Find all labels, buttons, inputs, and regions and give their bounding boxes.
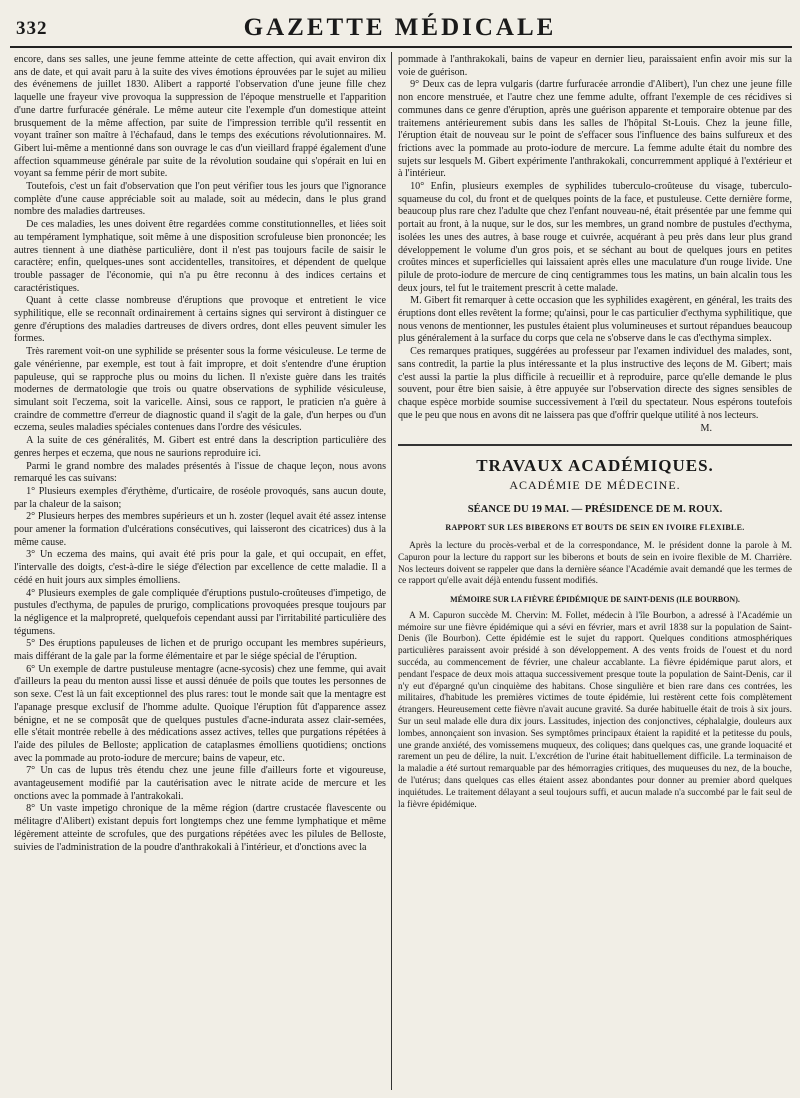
section-subtitle: ACADÉMIE DE MÉDECINE. [509,477,681,492]
paragraph: Quant à cette classe nombreuse d'éruptions que provoque et entretient le vice syphilitique, elle se reconnaît ordinairement à certains signes qui serviront à distinguer ce genre d'éruptions des maladies dartreuses de divers ordres, dont elles peuvent simuler les formes. [14,295,386,345]
list-item: 7° Un cas de lupus très étendu chez une jeune fille d'ailleurs forte et vigoureuse, avantageusement modifié par la cautérisation avec le nitrate acide de mercure et les onctions avec la pommade à l'antrakokali. [14,765,386,802]
paragraph: pommade à l'anthrakokali, bains de vapeur en dernier lieu, paraissaient enfin avoir mis sur la voie de guérison. [398,54,792,78]
memoire-text: A M. Capuron succède M. Chervin: M. Follet, médecin à l'île Bourbon, a adressé à l'Académie un mémoire sur une fièvre épidémique qui a sévi en février, mars et avril 1838 sur la population de Saint-Denis (île Bourbon). Cette épidémie est le sujet du rapport. Quelques conditions atmosphériques particulières paraissent avoir présidé à son développement. A des vents froids de l'ouest et du nord succéda, au commencement de février, une chaleur accablante. La fièvre épidémique parut alors, et pendant l'espace de deux mois attaqua successivement presque toute la population de Saint-Denis, car il n'y eut d'épargné qu'un cinquième des habitans. Chose singulière et bien rare dans ces contrées, les militaires, d'habitude les premières victimes de toute épidémie, lui restèrent cette fois complètement étrangers. Heureusement cette fièvre n'avait aucune gravité. Sa durée habituelle était de trois à six jours. Sur un seul malade elle dura dix jours. Lassitudes, injection des conjonctives, céphalalgie, douleurs aux lombes, annonçaient son invasion. Ses symptômes principaux étaient la rapidité et la petitesse du pouls, une grande anxiété, des vomissemens muqueux, des coliques; dans quelques cas, une grande loquacité et rarement un peu de délire, la nuit. L'excrétion de l'urine était habituellement difficile. La terminaison de la maladie a été surtout remarquable par des hémorragies critiques, des muqueuses du nez, de la bouche, de l'utérus; dans quelques cas elles étaient assez abondantes pour donner au premier abord quelques inquiétudes. Le traitement délayant a seul toujours suffi, et aucun malade n'a succombé par le fait seul de la fièvre épidémique. [398,610,792,810]
list-item: 5° Des éruptions papuleuses de lichen et de prurigo occupant les membres supérieurs, mais différant de la gale par la forme élémentaire et par le siége spécial de l'éruption. [14,638,386,663]
section-separator [398,444,792,446]
right-column [398,54,792,1094]
list-item: 6° Un exemple de dartre pustuleuse mentagre (acne-sycosis) chez une femme, qui avait d'ailleurs la peau du menton aussi lisse et aussi dénuée de poils que toutes les personnes de son sexe. C'est là un fait exceptionnel des plus rares: tout le monde sait que la mentagre est l'apanage presque exclusif de l'homme adulte. Quoique l'éruption fût d'apparence assez bénigne, et ne se composât que de quelques pustules d'acne-indurata assez clair-semées, elle s'était montrée rebelle à des médications assez actives, telles que purgations répétées à l'aide des pilules de Belloste; application de cataplasmes émolliens quotidiens; onctions avec la pommade au proto-iodure de mercure; bains de vapeur, etc. [14,663,386,764]
author-signature: M. [700,423,712,435]
memoire-title: MÉMOIRE SUR LA FIÈVRE ÉPIDÉMIQUE DE SAINT-DENIS (ILE BOURBON). [450,595,740,605]
paragraph: De ces maladies, les unes doivent être regardées comme constitutionnelles, et liées soit au tempérament lymphatique, soit même à une disposition scrofuleuse bien prononcée; les autres tiennent à une diathèse particulière, dont il n'est pas toujours facile de saisir le caractère; enfin, quelques-unes sont accidentelles, transitoires, et dépendent de quelque trouble passager de l'économie, qui n'a pu être reconnu à des indices certains et caractéristiques. [14,219,386,294]
list-item: 2° Plusieurs herpes des membres supérieurs et un h. zoster (lequel avait été assez intense pour amener la formation d'ulcérations consécutives, qui laisseront des cicatrices) dus à la même cause. [14,511,386,548]
section-title: TRAVAUX ACADÉMIQUES. [476,456,714,476]
paragraph: encore, dans ses salles, une jeune femme atteinte de cette affection, qui avait environ dix ans de date, et qui avait paru à la suite des vives émotions éprouvées par le sujet au milieu des événemens de juillet 1830. Alibert a rapporté l'observation d'une jeune fille chez laquelle une frayeur vive provoqua la suppression de l'époque menstruelle et l'apparition d'une dartre furfuracée générale. Le même auteur cite l'exemple d'un domestique atteint brusquement de la même affection, par suite de l'impression terrible qu'il ressentit en voyant traîner son maître à l'échafaud, dans le temps des exécutions révolutionnaires. M. Gibert lui-même a mentionné dans son ouvrage le cas d'un vieillard frappé également d'une affection squammeuse générale par suite de la révolution soudaine qui s'opérait en lui en voyant sa femme périr de mort subite. [14,54,386,180]
list-item: 8° Un vaste impetigo chronique de la même région (dartre crustacée flavescente ou mélitagre d'Alibert) existant depuis fort longtemps chez une femme lymphatique et même légèrement atteinte de scrofules, que des purgations répétées avec les pilules de Belloste, suivies de l'administration de la poudre d'anthrakokali à l'intérieur, et d'onctions avec la [14,803,386,853]
list-item: 1° Plusieurs exemples d'érythème, d'urticaire, de roséole provoqués, sans aucun doute, par la chaleur de la saison; [14,485,386,510]
paragraph: Parmi le grand nombre des malades présentés à l'issue de chaque leçon, nous avons remarqué les cas suivans: [14,460,386,485]
page-number: 332 [16,18,48,39]
column-divider [391,52,392,1090]
left-column [14,54,386,1094]
paragraph: Toutefois, c'est un fait d'observation que l'on peut vérifier tous les jours que l'ignorance complète d'une cause appréciable soit au malade, soit au médecin, dans le plus grand nombre des maladies dartreuses. [14,181,386,218]
list-item: 4° Plusieurs exemples de gale compliquée d'éruptions pustulo-croûteuses d'impetigo, de pustules d'ecthyma, de papules de prurigo, complications provoquées presque toujours par la négligence et la malpropreté, quelquefois cependant aussi par l'irritabilité particulière des tégumens. [14,587,386,637]
rapport-text: Après la lecture du procès-verbal et de la correspondance, M. le président donne la parole à M. Capuron pour la lecture du rapport sur les biberons et bouts de sein en ivoire flexible de M. Charrière. Nos lecteurs doivent se rappeler que dans la dernière séance l'Académie avait demandé que les termes de ce rapport qu'elle avait déjà entendu fussent modifiés. [398,540,792,587]
page-header [10,14,790,44]
list-item: 9° Deux cas de lepra vulgaris (dartre furfuracée arrondie d'Alibert), l'un chez une jeune fille non encore menstruée, et l'autre chez une femme adulte, offrant l'exemple de ces récidives si communes dans ce genre d'éruption, après une guérison apparente et temporaire obtenue par des traitemens antérieurement subis dans les salles de l'hôpital St-Louis. Chez la jeune fille, l'éruption était de nouveau sur le point de s'effacer sous l'influence des bains sulfureux et des frictions avec la pommade au proto-iodure de mercure. La femme adulte était du nombre des sujets sur lesquels M. Gibert expérimente l'anthrakokali, concurremment appliqué à l'extérieur et à l'intérieur. [398,79,792,180]
paragraph: M. Gibert fit remarquer à cette occasion que les syphilides exagèrent, en général, les traits des éruptions dont elles revêtent la forme; qu'ainsi, pour le cas particulier d'ecthyma syphilitique, que nous venons de mentionner, les pustules étaient plus volumineuses et surtout répandues beaucoup plus généralement à la surface du corps que cela ne s'observe dans le cas d'ecthyma simplex. [398,295,792,345]
list-item: 3° Un eczema des mains, qui avait été pris pour la gale, et qui occupait, en effet, l'intervalle des doigts, c'est-à-dire le siége d'élection par excellence de cette maladie. Il a cédé en huit jours aux simples émolliens. [14,549,386,586]
masthead-title: GAZETTE MÉDICALE [243,14,557,41]
header-rule [10,46,792,48]
seance-heading: SÉANCE DU 19 MAI. — PRÉSIDENCE DE M. ROUX. [467,503,723,515]
list-item: 10° Enfin, plusieurs exemples de syphilides tuberculo-croûteuse du visage, tuberculo-squameuse du col, du front et de quelques points de la face, et pustuleuse. Cette dernière forme, beaucoup plus rare chez l'adulte que chez l'enfant nouveau-né, était présentée par une femme qui portait au front, à la nuque, sur le dos, sur les membres, un grand nombre de pustules d'ecthyma, isolées les unes des autres, à base rouge et cuivrée, acquérant à peu près dans leur plus grand développement le volume d'un gros pois, et se séchant au bout de quelques jours en petites croûtes minces et superficielles qui laissaient après elles une maculature d'un rouge livide. Une pilule de proto-iodure de mercure de cinq centigrammes tous les matins, un bain alcalin tous les deux jours, tel fut le traitement prescrit à cette malade. [398,181,792,294]
rapport-title: RAPPORT SUR LES BIBERONS ET BOUTS DE SEIN EN IVOIRE FLEXIBLE. [445,523,745,533]
paragraph: Ces remarques pratiques, suggérées au professeur par l'examen individuel des malades, sont, sans contredit, la partie la plus intéressante et la plus instructive des leçons de M. Gibert; mais c'est aussi la partie la plus difficile à recueillir et à reproduire, parce qu'elle demande le plus souvent, pour être bien saisie, à être appuyée sur l'observation directe des signes sensibles de chaque espèce morbide soumise successivement à l'œil du spectateur. Nous espérons toutefois que le peu que nous en avons dit ne laissera pas que d'offrir quelque utilité à nos lecteurs. [398,346,792,421]
paragraph: A la suite de ces généralités, M. Gibert est entré dans la description particulière des genres herpes et eczema, que nous ne saurions reproduire ici. [14,435,386,459]
paragraph: Très rarement voit-on une syphilide se présenter sous la forme vésiculeuse. Le terme de gale vénérienne, par exemple, est tout à fait impropre, et doit s'entendre d'une éruption papuleuse, qui se rapproche plus ou moins du lichen. Il n'existe guère dans les traités modernes de dermatologie que trois ou quatre observations de syphilide vésiculeuse, simulant soit l'eczema, soit la varicelle. Ainsi, sous ce rapport, le praticien n'a guère à craindre de commettre d'erreur de diagnostic quand il s'agit de la gale, d'un herpes ou d'un eczema, seules maladies spéciales contenues dans l'ordre des vésicules. [14,346,386,434]
